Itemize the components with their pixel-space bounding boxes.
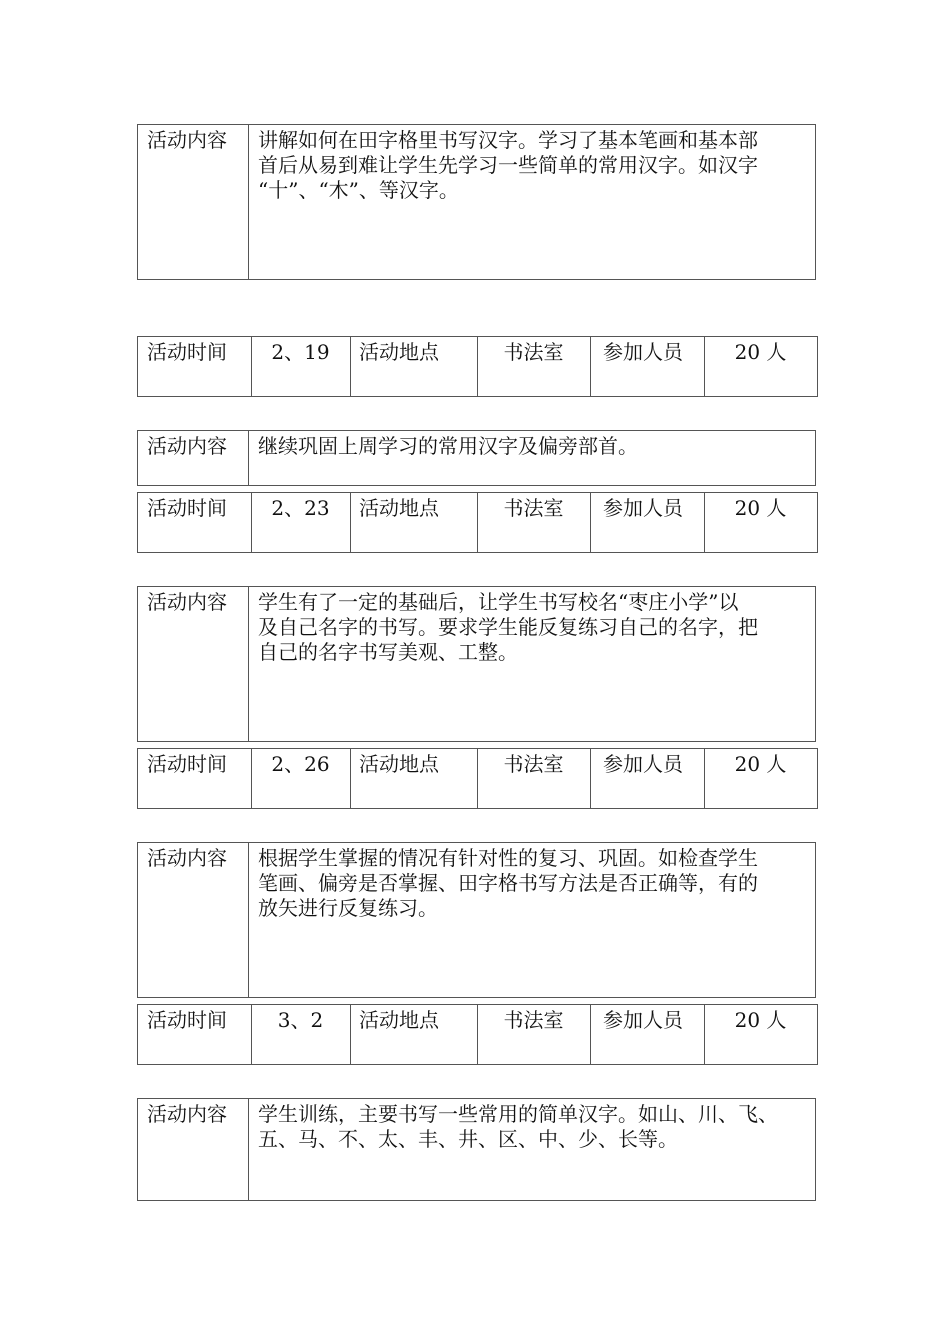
activity-content-text [258,1102,809,1152]
cell-divider [350,493,351,552]
time-label: 活动时间 [147,752,227,776]
place-label: 活动地点 [359,340,439,364]
time-value: 2、19 [271,340,330,364]
cell-divider [248,1099,249,1200]
cell-divider [590,337,591,396]
content-line: 笔画、偏旁是否掌握、田字格书写方法是否正确等，有的 [258,871,758,895]
activity-content-text [258,128,809,203]
cell-divider [248,843,249,997]
content-label: 活动内容 [147,846,227,870]
participants-label: 参加人员 [603,1008,683,1032]
activity-info-table [137,1004,818,1065]
activity-info-table [137,748,818,809]
participants-label: 参加人员 [603,752,683,776]
content-line: 继续巩固上周学习的常用汉字及偏旁部首。 [258,434,638,458]
cell-divider [590,1005,591,1064]
content-line: 及自己名字的书写。要求学生能反复练习自己的名字，把 [258,615,758,639]
participants-value: 20 人 [734,340,787,364]
content-line: 五、马、不、太、丰、井、区、中、少、长等。 [258,1127,678,1151]
cell-divider [350,337,351,396]
participants-value: 20 人 [734,752,787,776]
content-line: 根据学生掌握的情况有针对性的复习、巩固。如检查学生 [258,846,758,870]
activity-content-text [258,846,809,921]
place-value: 书法室 [503,496,564,520]
participants-value: 20 人 [734,496,787,520]
activity-content-table [137,842,816,998]
activity-content-table [137,124,816,280]
content-line: 讲解如何在田字格里书写汉字。学习了基本笔画和基本部 [258,128,758,152]
time-label: 活动时间 [147,496,227,520]
activity-content-text [258,590,809,665]
time-value: 2、23 [271,496,330,520]
content-line: 首后从易到难让学生先学习一些简单的常用汉字。如汉字 [258,153,758,177]
activity-info-table [137,492,818,553]
place-label: 活动地点 [359,1008,439,1032]
place-value: 书法室 [503,1008,564,1032]
activity-content-text [258,434,809,459]
cell-divider [350,749,351,808]
place-label: 活动地点 [359,752,439,776]
activity-content-table [137,1098,816,1201]
cell-divider [248,587,249,741]
place-label: 活动地点 [359,496,439,520]
cell-divider [248,125,249,279]
content-label: 活动内容 [147,128,227,152]
content-label: 活动内容 [147,434,227,458]
cell-divider [248,431,249,485]
participants-label: 参加人员 [603,496,683,520]
cell-divider [590,493,591,552]
activity-content-table [137,586,816,742]
participants-value: 20 人 [734,1008,787,1032]
content-line: 学生有了一定的基础后，让学生书写校名“枣庄小学”以 [258,590,739,614]
cell-divider [590,749,591,808]
activity-content-table [137,430,816,486]
time-label: 活动时间 [147,1008,227,1032]
content-label: 活动内容 [147,590,227,614]
activity-info-table [137,336,818,397]
content-line: 学生训练，主要书写一些常用的简单汉字。如山、川、飞、 [258,1102,778,1126]
cell-divider [350,1005,351,1064]
time-value: 2、26 [271,752,330,776]
content-label: 活动内容 [147,1102,227,1126]
content-line: 自己的名字书写美观、工整。 [258,640,518,664]
content-line: “十”、“木”、等汉字。 [258,178,459,202]
place-value: 书法室 [503,340,564,364]
participants-label: 参加人员 [603,340,683,364]
time-label: 活动时间 [147,340,227,364]
content-line: 放矢进行反复练习。 [258,896,438,920]
place-value: 书法室 [503,752,564,776]
time-value: 3、2 [277,1008,324,1032]
